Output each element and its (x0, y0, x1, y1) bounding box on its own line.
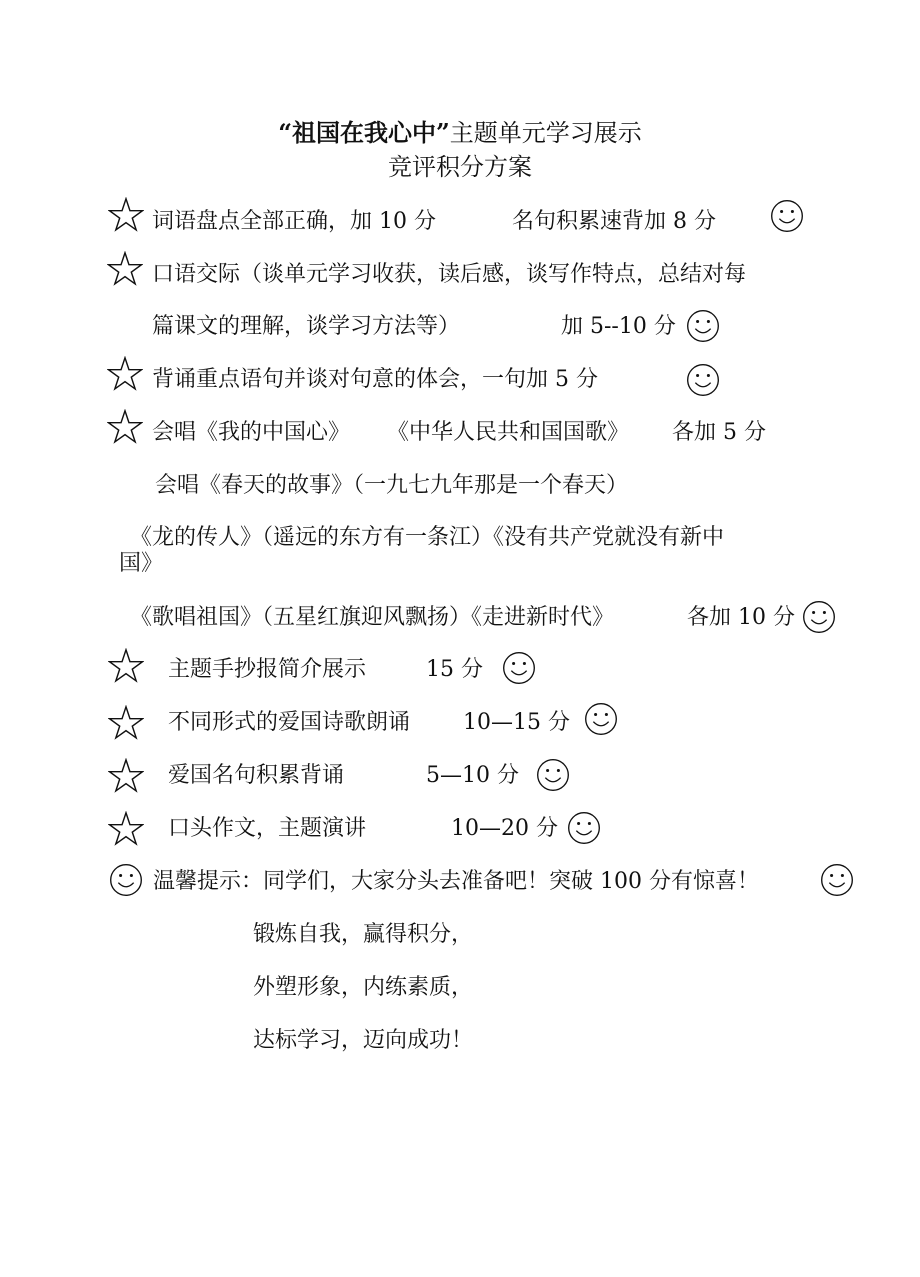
title-theme: “祖国在我心中” (278, 118, 450, 147)
slogan-line: 外塑形象，内练素质， (253, 975, 474, 1000)
star-icon (108, 705, 144, 741)
smiley-icon (819, 862, 855, 898)
smiley-icon (583, 701, 619, 737)
page-subtitle: 竞评积分方案 (388, 153, 532, 181)
star-icon (107, 409, 143, 445)
item-quotes-score: 5—10 分 (426, 763, 519, 788)
item-oral-score: 加 5--10 分 (561, 314, 676, 339)
smiley-icon (535, 757, 571, 793)
star-icon (107, 356, 143, 392)
item-sing-4: 《歌唱祖国》（五星红旗迎风飘扬）《走进新时代》 (130, 605, 615, 630)
item-oral-line2: 篇课文的理解，谈学习方法等） (152, 314, 461, 339)
item-speech-score: 10—20 分 (451, 816, 558, 841)
item-sing-4-score: 各加 10 分 (687, 605, 795, 630)
title-rest: 主题单元学习展示 (449, 119, 642, 147)
item-sing-2: 会唱《春天的故事》（一九七九年那是一个春天） (155, 473, 629, 498)
item-sing-3a: 《龙的传人》（遥远的东方有一条江）《没有共产党就没有新中 (130, 525, 725, 550)
star-icon (108, 758, 144, 794)
smiley-icon (685, 308, 721, 344)
item-quotes: 爱国名句积累背诵 (168, 763, 345, 788)
item-poster: 主题手抄报简介展示 (168, 657, 367, 682)
smiley-icon (685, 362, 721, 398)
item-poem: 不同形式的爱国诗歌朗诵 (168, 710, 411, 735)
page-title (0, 118, 920, 148)
item-poster-score: 15 分 (426, 657, 483, 682)
item-sing-1b: 《中华人民共和国国歌》 (387, 420, 630, 445)
smiley-icon (108, 862, 144, 898)
star-icon (107, 251, 143, 287)
item-recite: 背诵重点语句并谈对句意的体会，一句加 5 分 (152, 367, 598, 392)
item-oral-line1: 口语交际（谈单元学习收获，读后感，谈写作特点，总结对每 (152, 262, 747, 287)
item-poem-score: 10—15 分 (463, 710, 570, 735)
slogan-line: 达标学习，迈向成功！ (253, 1028, 474, 1053)
smiley-icon (801, 599, 837, 635)
star-icon (108, 197, 144, 233)
item-sing-3b: 国》 (119, 551, 164, 576)
item-sing-1a: 会唱《我的中国心》 (152, 420, 351, 445)
item-sing-1c: 各加 5 分 (672, 420, 766, 445)
item-words: 词语盘点全部正确，加 10 分 (152, 209, 436, 234)
slogan-line: 锻炼自我，赢得积分， (253, 922, 474, 947)
smiley-icon (769, 198, 805, 234)
item-sentences: 名句积累速背加 8 分 (512, 209, 716, 234)
smiley-icon (501, 650, 537, 686)
tip-text: 温馨提示：同学们，大家分头去准备吧！突破 100 分有惊喜！ (153, 869, 759, 894)
star-icon (108, 811, 144, 847)
star-icon (108, 648, 144, 684)
item-speech: 口头作文，主题演讲 (168, 816, 367, 841)
smiley-icon (566, 810, 602, 846)
